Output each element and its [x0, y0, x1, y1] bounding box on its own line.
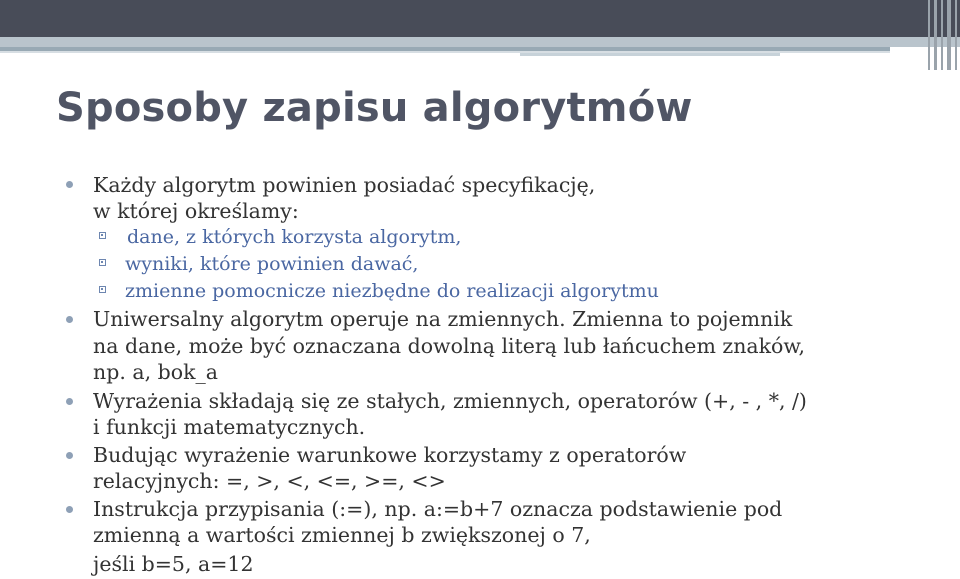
bullet-icon: [66, 506, 73, 513]
bullet-icon: [66, 452, 73, 459]
bullet-icon: [66, 316, 73, 323]
bullet-text: Instrukcja przypisania (:=), np. a:=b+7 oznacza podstawienie pod: [93, 497, 783, 521]
sub-bullet-text: wyniki, które powinien dawać,: [125, 253, 419, 275]
sub-bullet-icon: [99, 286, 106, 293]
bullet-icon: [66, 181, 73, 188]
bullet-text: relacyjnych: =, >, <, <=, >=, <>: [93, 469, 446, 493]
bullet-text: Każdy algorytm powinien posiadać specyfikację,: [93, 173, 596, 197]
sub-bullet-icon: [99, 259, 106, 266]
bullet-text: na dane, może być oznaczana dowolną literą lub łańcuchem znaków,: [93, 334, 806, 358]
slide-title: Sposoby zapisu algorytmów: [56, 85, 693, 131]
sub-bullet-icon: [99, 232, 106, 239]
bullet-text: zmienną a wartości zmiennej b zwiększonej o 7,: [93, 523, 591, 547]
sub-bullet-text: dane, z których korzysta algorytm,: [127, 226, 462, 248]
bullet-text: i funkcji matematycznych.: [93, 415, 366, 439]
bullet-text: jeśli b=5, a=12: [93, 552, 254, 576]
bullet-text: np. a, bok_a: [93, 360, 218, 384]
sub-bullet-text: zmienne pomocnicze niezbędne do realizacji algorytmu: [125, 280, 659, 302]
bullet-text: Uniwersalny algorytm operuje na zmiennych. Zmienna to pojemnik: [93, 307, 793, 331]
bullet-icon: [66, 398, 73, 405]
bullet-text: Wyrażenia składają się ze stałych, zmiennych, operatorów (+, - , *, /): [93, 389, 807, 413]
bullet-text: Budując wyrażenie warunkowe korzystamy z operatorów: [93, 443, 687, 467]
bullet-text: w której określamy:: [93, 199, 299, 223]
